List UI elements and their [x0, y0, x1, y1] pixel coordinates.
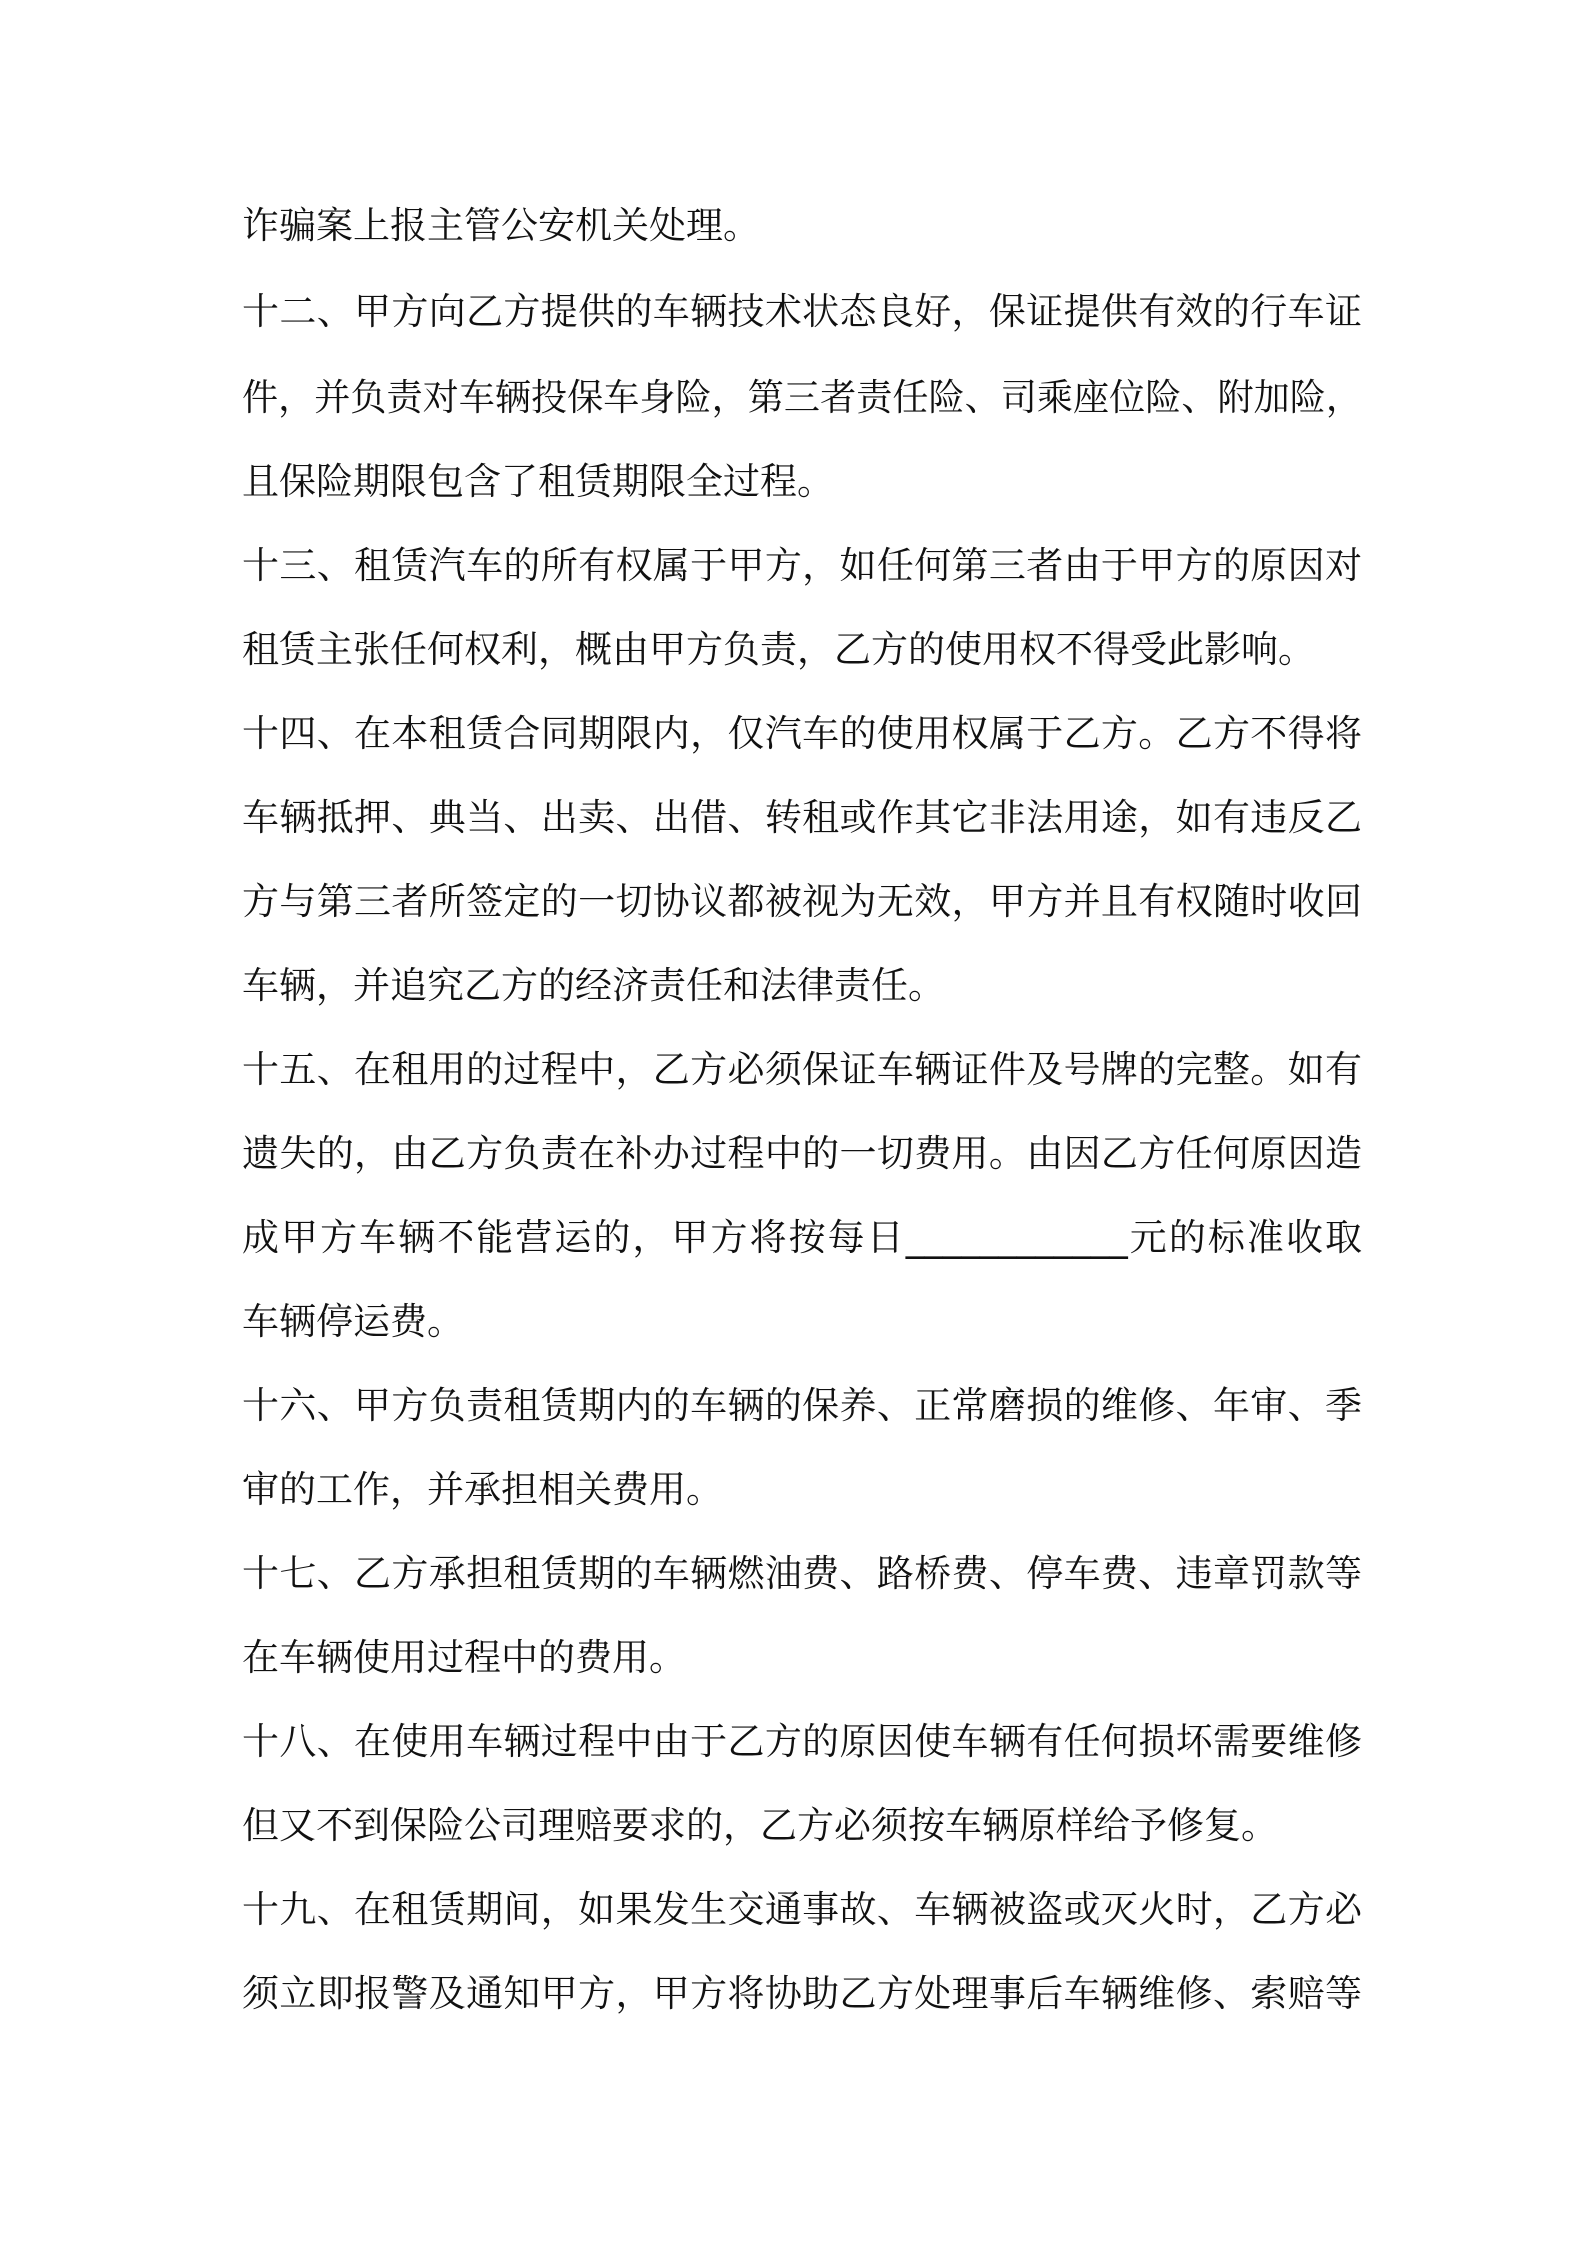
text-line: 车辆抵押、典当、出卖、出借、转租或作其它非法用途，如有违反乙 — [242, 796, 1362, 839]
clause-12-line: 十二、甲方向乙方提供的车辆技术状态良好，保证提供有效的行车证 — [242, 290, 1362, 333]
text-line: 须立即报警及通知甲方，甲方将协助乙方处理事后车辆维修、索赔等 — [242, 1972, 1362, 2015]
clause-19-line: 十九、在租赁期间，如果发生交通事故、车辆被盗或灭火时，乙方必 — [242, 1888, 1362, 1931]
daily-fee-line: 成甲方车辆不能营运的，甲方将按每日____________元的标准收取 — [242, 1216, 1362, 1259]
text-line: 租赁主张任何权利，概由甲方负责，乙方的使用权不得受此影响。 — [242, 628, 1315, 671]
text-line: 在车辆使用过程中的费用。 — [242, 1636, 686, 1679]
text-line: 但又不到保险公司理赔要求的，乙方必须按车辆原样给予修复。 — [242, 1804, 1278, 1847]
text-line: 方与第三者所签定的一切协议都被视为无效，甲方并且有权随时收回 — [242, 880, 1362, 923]
text-line: 且保险期限包含了租赁期限全过程。 — [242, 460, 834, 503]
clause-14-line: 十四、在本租赁合同期限内，仅汽车的使用权属于乙方。乙方不得将 — [242, 712, 1362, 755]
text-line: 诈骗案上报主管公安机关处理。 — [242, 204, 760, 247]
clause-18-line: 十八、在使用车辆过程中由于乙方的原因使车辆有任何损坏需要维修 — [242, 1720, 1362, 1763]
text-line: 遗失的，由乙方负责在补办过程中的一切费用。由因乙方任何原因造 — [242, 1132, 1362, 1175]
text-line: 审的工作，并承担相关费用。 — [242, 1468, 723, 1511]
text-line: 件，并负责对车辆投保车身险，第三者责任险、司乘座位险、附加险， — [242, 376, 1362, 419]
clause-13-line: 十三、租赁汽车的所有权属于甲方，如任何第三者由于甲方的原因对 — [242, 544, 1362, 587]
text-line: 车辆停运费。 — [242, 1300, 464, 1343]
text-line: 车辆，并追究乙方的经济责任和法律责任。 — [242, 964, 945, 1007]
clause-16-line: 十六、甲方负责租赁期内的车辆的保养、正常磨损的维修、年审、季 — [242, 1384, 1362, 1427]
clause-17-line: 十七、乙方承担租赁期的车辆燃油费、路桥费、停车费、违章罚款等 — [242, 1552, 1362, 1595]
clause-15-line: 十五、在租用的过程中，乙方必须保证车辆证件及号牌的完整。如有 — [242, 1048, 1362, 1091]
